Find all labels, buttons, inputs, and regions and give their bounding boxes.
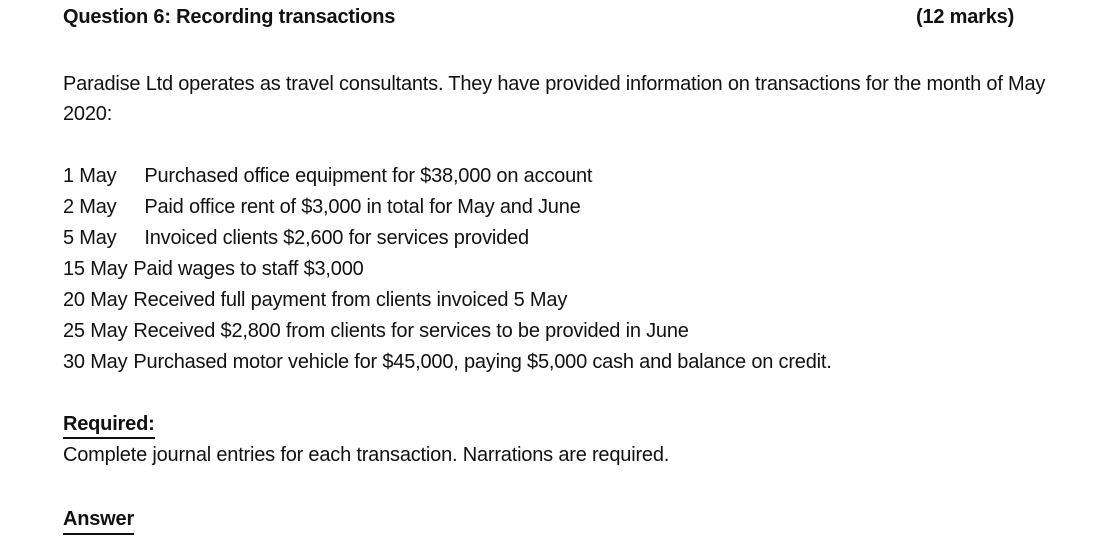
required-heading: Required: [63, 412, 155, 439]
transaction-description: Purchased office equipment for $38,000 on account [144, 165, 593, 187]
transaction-description: Received $2,800 from clients for services to be provided in June [133, 320, 689, 342]
transaction-description: Paid office rent of $3,000 in total for May and June [144, 196, 581, 218]
transaction-description: Invoiced clients $2,600 for services provided [144, 227, 529, 249]
transaction-item [63, 316, 832, 347]
transaction-date: 30 May [63, 351, 128, 373]
transaction-item [63, 192, 832, 223]
transaction-list [63, 161, 832, 378]
answer-heading: Answer [63, 507, 134, 535]
transaction-date: 5 May [63, 227, 117, 249]
transaction-date: 25 May [63, 320, 128, 342]
question-title: Question 6: Recording transactions [63, 6, 396, 28]
transaction-date: 20 May [63, 289, 128, 311]
transaction-item [63, 347, 832, 378]
transaction-date: 2 May [63, 196, 117, 218]
transaction-description: Paid wages to staff $3,000 [133, 258, 364, 280]
transaction-item [63, 223, 832, 254]
transaction-date: 1 May [63, 165, 117, 187]
transaction-description: Purchased motor vehicle for $45,000, paying $5,000 cash and balance on credit. [133, 351, 832, 373]
transaction-item [63, 285, 832, 316]
intro-paragraph: Paradise Ltd operates as travel consultants. They have provided information on transactions for the month of May 2020: [63, 73, 1046, 125]
transaction-item [63, 254, 832, 285]
transaction-description: Received full payment from clients invoiced 5 May [133, 289, 568, 311]
question-marks: (12 marks) [916, 6, 1015, 28]
transaction-date: 15 May [63, 258, 128, 280]
transaction-item [63, 161, 832, 192]
required-instructions: Complete journal entries for each transaction. Narrations are required. [63, 444, 670, 466]
